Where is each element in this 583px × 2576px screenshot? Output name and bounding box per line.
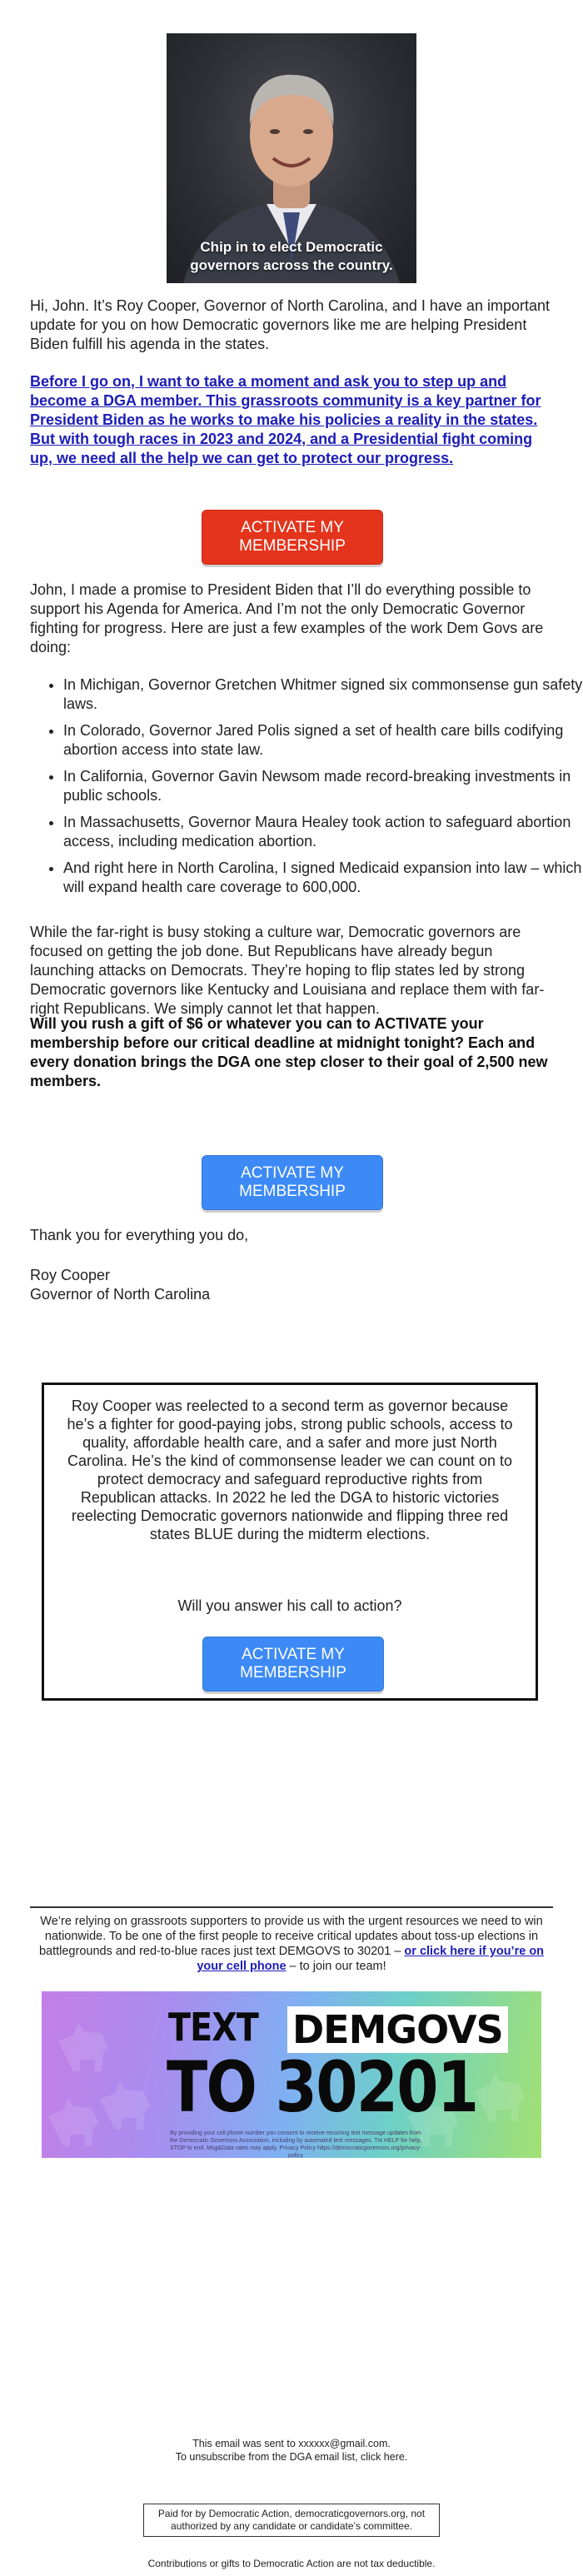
list-item: • In Colorado, Governor Jared Polis signed a set of health care bills codifying abortion access into state law. [63,721,583,760]
far-right-paragraph: While the far-right is busy stoking a culture war, Democratic governors are focused on getting the job done. But Republicans have already begun launching attacks on Democrats. They’re hoping to flip states led by strong Democratic governors like Kentucky and Louisiana and replace them with far-right Republicans. We simply cannot let that happen. [30,924,545,1017]
sms-text-after: – to join our team! [286,1960,386,1973]
banner-fine-print: By providing your cell phone number you consent to receive recurring text message updates from the Democratic Governors Association, including by automated text messages. Txt HELP for help, STOP to end. Msg&Data rates may apply. Privacy Policy https://democraticgovernors.org/privacy-policy [169,2130,422,2158]
signature-title: Governor of North Carolina [30,1286,211,1303]
list-item: • In Massachusetts, Governor Maura Healey took action to safeguard abortion access, including medication abortion. [63,813,583,851]
sent-to-line: This email was sent to xxxxxx@gmail.com. [192,2438,391,2449]
hero-image[interactable] [167,33,416,283]
promise-paragraph: John, I made a promise to President Biden that I’ll do everything possible to support his Agenda for America. And I’m not the only Democratic Governor fighting for progress. Here are just a few examples of the work Dem Govs are doing: [30,581,544,655]
callout-box [42,1383,538,1701]
button-label: ACTIVATE MY MEMBERSHIP [239,1164,346,1200]
banner-text-word: TEXT [168,2005,259,2050]
intro-paragraph: Hi, John. It’s Roy Cooper, Governor of North Carolina, and I have an important update for you on how Democratic governors like me are helping President Biden fulfill his agenda in the states. [30,297,550,352]
tax-disclaimer: Contributions or gifts to Democratic Action are not tax deductible. [147,2558,436,2569]
list-item: • In California, Governor Gavin Newsom made record-breaking investments in public schools. [63,767,583,805]
hero-caption: Chip in to elect Democratic governors across the country. [190,239,393,273]
activate-membership-button-1[interactable] [202,510,383,565]
paid-for-disclaimer: Paid for by Democratic Action, democraticgovernors.org, not authorized by any candidate or candidate’s committee. [143,2504,440,2537]
ask-link[interactable]: Before I go on, I want to take a moment and ask you to step up and become a DGA member. This grassroots community is a key partner for President Biden as he works to make his policies a reality in the states. But with tough races in 2023 and 2024, and a Presidential fight coming up, we need all the help we can get to protect our progress. [30,373,541,466]
unsubscribe-link[interactable]: To unsubscribe from the DGA email list, click here. [175,2451,408,2463]
sms-text-before: We’re relying on grassroots supporters to provide us with the urgent resources we need to win nationwide. To be one of the first people to receive critical updates about toss-up elections in battlegrounds and red-to-blue races just text DEMGOVS to 30201 – [38,1915,543,1958]
unsubscribe-block [0,2437,583,2464]
activate-membership-button-3[interactable] [202,1637,384,1692]
callout-text: Roy Cooper was reelected to a second term as governor because he’s a fighter for good-paying jobs, strong public schools, access to quality, affordable health care, and a safer and more just North Carolina. He’s the kind of commonsense leader we can count on to protect democracy and safeguard reproductive rights from Republican attacks. In 2022 he led the DGA to historic victories reelecting Democratic governors nationwide and flipping three red states BLUE during the midterm elections. [67,1398,513,1542]
divider [30,1906,553,1908]
button-label: ACTIVATE MY MEMBERSHIP [240,1646,346,1682]
text-signup-banner[interactable] [42,1991,541,2158]
list-item: • And right here in North Carolina, I signed Medicaid expansion into law – which will expand health care coverage to 600,000. [63,859,583,897]
signature-name: Roy Cooper [30,1267,111,1283]
mobile-signup-link[interactable]: or click here if you’re on your cell phone [197,1945,545,1973]
banner-shortcode: TO 30201 [167,2046,478,2128]
list-item: • In Michigan, Governor Gretchen Whitmer signed six commonsense gun safety laws. [63,675,583,714]
callout-question: Will you answer his call to action? [177,1597,402,1614]
thanks-line: Thank you for everything you do, [30,1227,249,1243]
rush-paragraph: Will you rush a gift of $6 or whatever you can to ACTIVATE your membership before our critical deadline at midnight tonight? Each and every donation brings the DGA one step closer to their goal of 2,500 new members. [30,1015,548,1089]
work-list [30,675,583,904]
banner-keyword: DEMGOVS [287,2006,508,2053]
sms-signup-text [33,1914,550,1974]
button-label: ACTIVATE MY MEMBERSHIP [239,519,346,555]
activate-membership-button-2[interactable] [202,1155,383,1210]
